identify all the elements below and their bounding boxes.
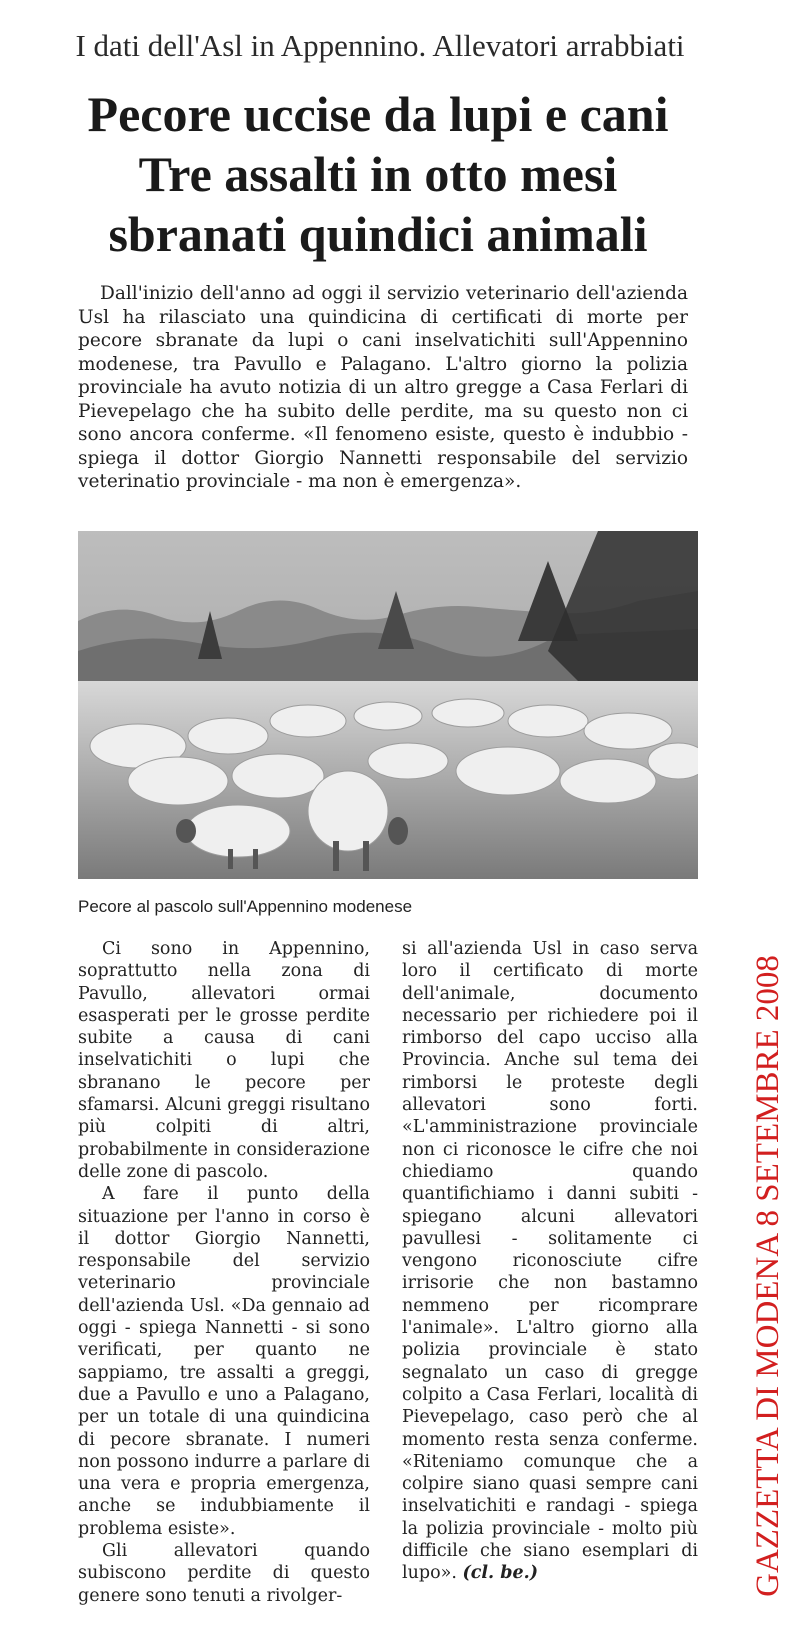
article-kicker: I dati dell'Asl in Appennino. Allevatori arrabbiati: [75, 28, 685, 63]
article-intro: Dall'inizio dell'anno ad oggi il servizio veterinario dell'azienda Usl ha rilasciato una quindicina di certificati di morte per pecore sbranate da lupi o cani inselvatichiti sull'Appennino modenese, tra Pavullo e Palagano. L'altro giorno la polizia provinciale ha avuto notizia di un altro gregge a Casa Ferlari di Pievepelago che ha subito delle perdite, ma su questo non ci sono ancora conferme. «Il fenomeno esiste, questo è indubbio - spiega il dottor Giorgio Nannetti responsabile del servizio veterinatio provinciale - ma non è emergenza».: [78, 283, 688, 492]
photo-caption: Pecore al pascolo sull'Appennino modenese: [78, 897, 413, 916]
body-column-2: [402, 938, 698, 1585]
headline-line-1: Pecore uccise da lupi e cani: [87, 86, 669, 142]
body-paragraph: Ci sono in Appennino, soprattutto nella zona di Pavullo, allevatori ormai esasperati per le grosse perdite subite a causa di cani inselvatichiti o lupi che sbranano le pecore per sfamarsi. Alcuni greggi risultano più colpiti di altri, probabilmente in considerazione delle zone di pascolo.: [78, 939, 370, 1182]
headline-line-3: sbranati quindici animali: [108, 206, 648, 262]
body-paragraph: Gli allevatori quando subiscono perdite di questo genere sono tenuti a rivolger-: [78, 1541, 370, 1606]
author-signature: (cl. be.): [462, 1563, 538, 1584]
headline-line-2: Tre assalti in otto mesi: [138, 146, 618, 202]
body-column-1: [78, 938, 370, 1607]
body-paragraph: A fare il punto della situazione per l'anno in corso è il dottor Giorgio Nannetti, responsabile del servizio veterinario provinciale dell'azienda Usl. «Da gennaio ad oggi - spiega Nannetti - si sono verificati, per quanto ne sappiamo, tre assalti a greggi, due a Pavullo e uno a Palagano, per un totale di una quindicina di pecore sbranate. I numeri non possono indurre a parlare di una vera e propria emergenza, anche se indubbiamente il problema esiste».: [78, 1184, 370, 1539]
article-headline: [48, 84, 708, 264]
body-text: si all'azienda Usl in caso serva loro il certificato di morte dell'animale, documento necessario per richiedere poi il rimborso del capo ucciso alla Provincia. Anche sul tema dei rimborsi le proteste degli allevatori sono forti. «L'amministrazione provinciale non ci riconosce le cifre che noi chiediamo quando quantifichiamo i danni subiti - spiegano alcuni allevatori pavullesi - solitamente ci vengono riconosciute cifre irrisorie che non bastamno nemmeno per ricomprare l'animale». L'altro giorno alla polizia provinciale è stato segnalato un caso di gregge colpito a Casa Ferlari, località di Pievepelago, caso però che al momento resta senza conferme. «Riteniamo comunque che a colpire siano quasi sempre cani inselvatichiti e randagi - spiega la polizia provinciale - molto più difficile che siano esemplari di lupo».: [402, 939, 698, 1584]
sheep-grazing-photo: [78, 531, 698, 879]
body-paragraph-continued: [402, 938, 698, 1585]
source-annotation: GAZZETTA DI MODENA 8 SETEMBRE 2008: [750, 955, 786, 1597]
